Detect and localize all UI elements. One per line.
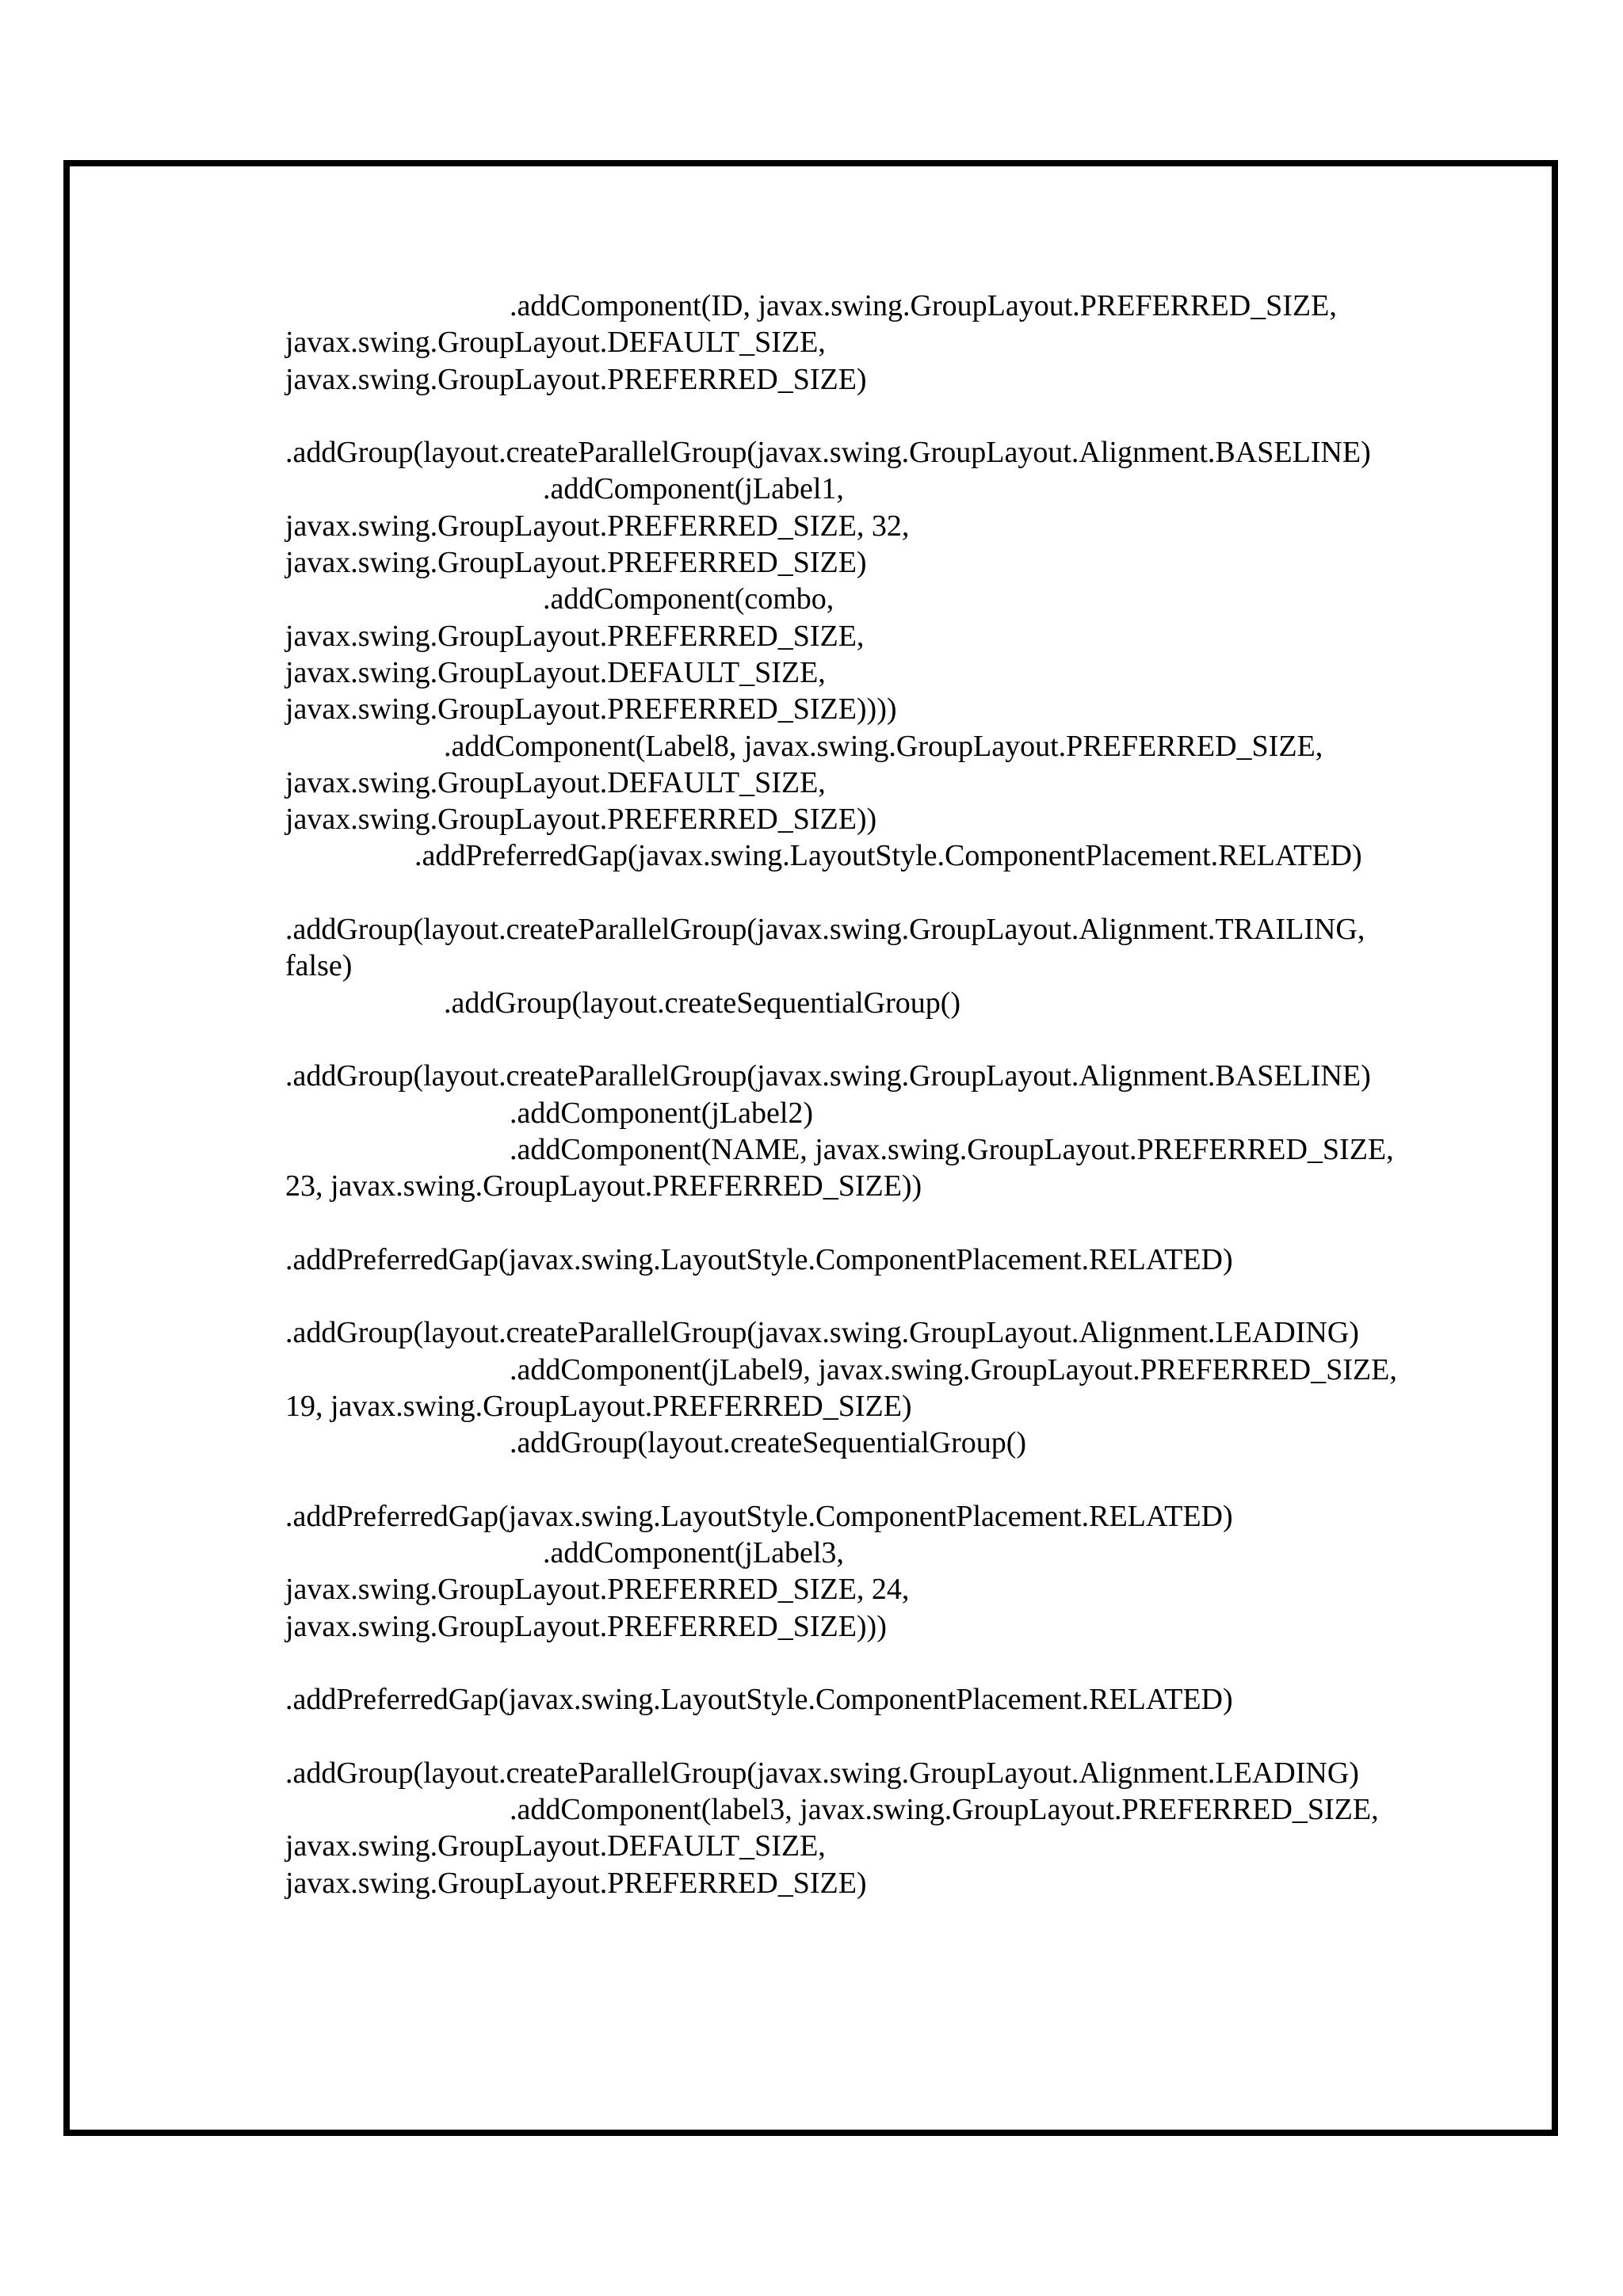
code-line: .addComponent(combo, (543, 582, 834, 616)
code-line: .addGroup(layout.createSequentialGroup() (510, 1426, 1027, 1460)
code-line (285, 1462, 1522, 1498)
code-line (285, 1278, 1522, 1314)
code-line: javax.swing.GroupLayout.PREFERRED_SIZE) (285, 362, 867, 396)
code-line: .addComponent(ID, javax.swing.GroupLayout.PREFERRED_SIZE, (510, 289, 1337, 322)
code-text-block (285, 288, 1522, 1901)
code-line: .addComponent(jLabel9, javax.swing.GroupLayout.PREFERRED_SIZE, (510, 1352, 1397, 1386)
code-line (285, 1204, 1522, 1241)
code-line: javax.swing.GroupLayout.DEFAULT_SIZE, (285, 1829, 826, 1863)
code-line: javax.swing.GroupLayout.DEFAULT_SIZE, (285, 765, 826, 799)
code-line: .addGroup(layout.createParallelGroup(javax.swing.GroupLayout.Alignment.LEADING) (285, 1756, 1359, 1790)
code-line: .addGroup(layout.createSequentialGroup() (444, 986, 961, 1020)
code-line: javax.swing.GroupLayout.DEFAULT_SIZE, (285, 655, 826, 689)
code-line: .addComponent(jLabel3, (543, 1536, 844, 1570)
code-line: javax.swing.GroupLayout.PREFERRED_SIZE)))) (285, 692, 897, 727)
code-line: .addPreferredGap(javax.swing.LayoutStyle.ComponentPlacement.RELATED) (285, 1242, 1233, 1276)
code-line: 23, javax.swing.GroupLayout.PREFERRED_SIZE)) (285, 1169, 922, 1203)
code-line: .addComponent(jLabel1, (543, 472, 844, 506)
code-line: .addGroup(layout.createParallelGroup(javax.swing.GroupLayout.Alignment.TRAILING, (285, 913, 1365, 947)
code-line: .addGroup(layout.createParallelGroup(javax.swing.GroupLayout.Alignment.BASELINE) (285, 436, 1371, 470)
code-line: .addComponent(label3, javax.swing.GroupLayout.PREFERRED_SIZE, (510, 1793, 1379, 1827)
code-line: .addComponent(NAME, javax.swing.GroupLayout.PREFERRED_SIZE, (510, 1132, 1394, 1166)
code-line (285, 1718, 1522, 1755)
code-line: 19, javax.swing.GroupLayout.PREFERRED_SIZE) (285, 1389, 912, 1423)
code-line (285, 1021, 1522, 1058)
code-line: javax.swing.GroupLayout.PREFERRED_SIZE, 32, (285, 509, 910, 543)
code-line: javax.swing.GroupLayout.DEFAULT_SIZE, (285, 326, 826, 360)
code-line: javax.swing.GroupLayout.PREFERRED_SIZE) (285, 1866, 867, 1900)
code-line: .addComponent(jLabel2) (510, 1096, 814, 1130)
code-line: javax.swing.GroupLayout.PREFERRED_SIZE) (285, 546, 867, 580)
code-line: .addGroup(layout.createParallelGroup(javax.swing.GroupLayout.Alignment.LEADING) (285, 1316, 1359, 1350)
code-line (285, 1645, 1522, 1681)
code-line: .addComponent(Label8, javax.swing.GroupLayout.PREFERRED_SIZE, (444, 729, 1323, 763)
code-line: .addPreferredGap(javax.swing.LayoutStyle.ComponentPlacement.RELATED) (285, 1683, 1233, 1717)
code-line: .addPreferredGap(javax.swing.LayoutStyle.ComponentPlacement.RELATED) (414, 839, 1362, 873)
code-line: javax.swing.GroupLayout.PREFERRED_SIZE))) (285, 1609, 887, 1643)
code-line: javax.swing.GroupLayout.PREFERRED_SIZE, 24, (285, 1573, 910, 1607)
code-line: false) (285, 949, 353, 983)
code-line: .addGroup(layout.createParallelGroup(javax.swing.GroupLayout.Alignment.BASELINE) (285, 1059, 1371, 1093)
code-line (285, 398, 1522, 434)
code-line: .addPreferredGap(javax.swing.LayoutStyle.ComponentPlacement.RELATED) (285, 1499, 1233, 1533)
code-line: javax.swing.GroupLayout.PREFERRED_SIZE)) (285, 803, 877, 837)
code-line: javax.swing.GroupLayout.PREFERRED_SIZE, (285, 619, 865, 653)
code-line (285, 875, 1522, 911)
